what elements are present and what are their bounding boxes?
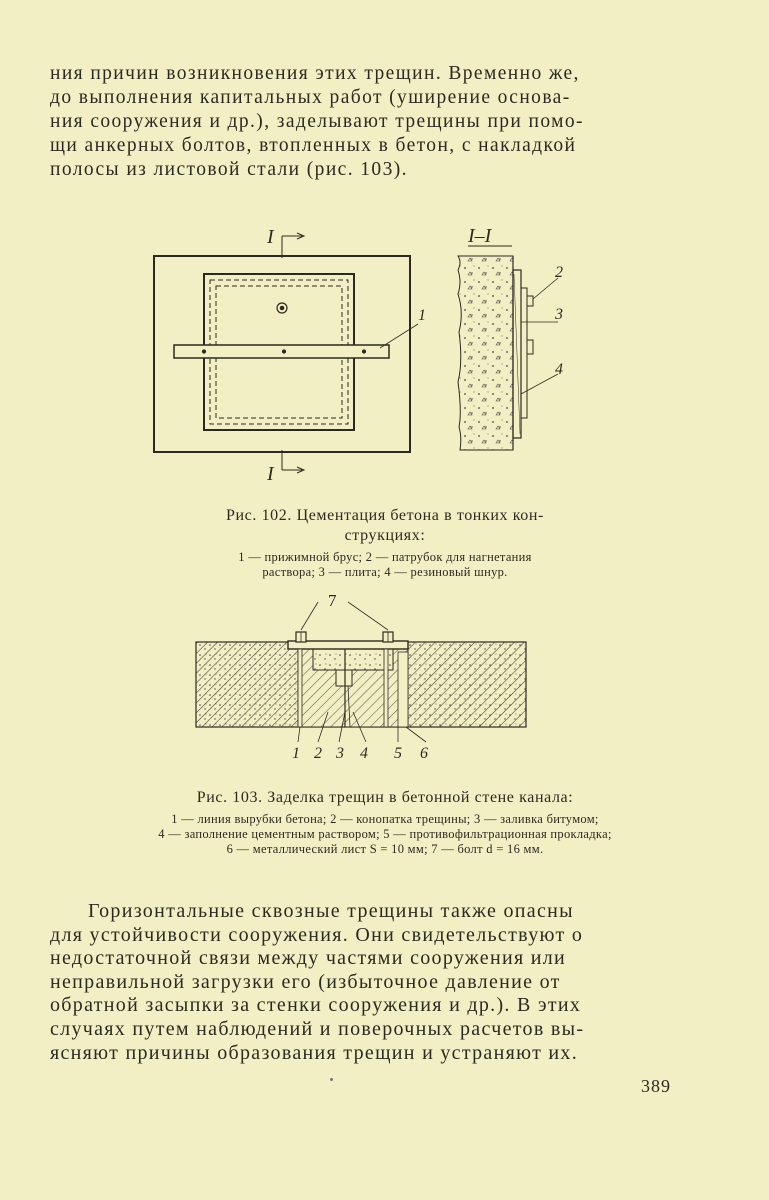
label-3: 3 bbox=[336, 745, 344, 762]
plan-view bbox=[154, 233, 418, 473]
text-line: для устойчивости сооружения. Они свидетельствуют о bbox=[50, 923, 584, 946]
label-6: 6 bbox=[420, 745, 428, 762]
text-line: щи анкерных болтов, втопленных в бетон, с накладкой bbox=[50, 135, 577, 156]
section-mark-top: I bbox=[267, 226, 274, 248]
legend-line: 6 — металлический лист S = 10 мм; 7 — болт d = 16 мм. bbox=[226, 842, 544, 856]
wall-section bbox=[196, 602, 526, 742]
caption-line: струкциях: bbox=[344, 527, 426, 544]
figure-103-drawing bbox=[188, 592, 533, 767]
bottom-paragraph bbox=[50, 900, 720, 1065]
text-line: недостаточной связи между частями сооружения или bbox=[50, 947, 567, 970]
section-mark-bottom: I bbox=[267, 463, 274, 484]
figure-103-caption bbox=[40, 788, 730, 857]
label-1: 1 bbox=[292, 745, 300, 762]
text-line: Горизонтальные сквозные трещины также опасны bbox=[88, 900, 574, 922]
figure-102-drawing bbox=[140, 222, 590, 484]
text-line: неправильной загрузки его (избыточное давление от bbox=[50, 970, 561, 993]
label-4: 4 bbox=[555, 361, 563, 378]
text-line: полосы из листовой стали (рис. 103). bbox=[50, 159, 408, 180]
label-1: 1 bbox=[418, 307, 426, 324]
label-2: 2 bbox=[314, 745, 322, 762]
text-line: обратной засыпки за стенки сооружения и др.). В этих bbox=[50, 994, 582, 1017]
text-line: случаях путем наблюдений и поверочных расчетов вы- bbox=[50, 1017, 585, 1040]
section-label: I–I bbox=[468, 225, 492, 247]
label-3: 3 bbox=[555, 306, 563, 323]
top-paragraph bbox=[50, 62, 710, 182]
label-5: 5 bbox=[394, 745, 402, 762]
caption-line: Рис. 102. Цементация бетона в тонких кон- bbox=[226, 507, 544, 524]
figure-102-caption bbox=[100, 506, 670, 580]
text-line: ясняют причины образования трещин и устраняют их. bbox=[50, 1041, 579, 1064]
text-line: до выполнения капитальных работ (уширение основа- bbox=[50, 87, 571, 108]
legend-line: раствора; 3 — плита; 4 — резиновый шнур. bbox=[262, 565, 508, 579]
section-view bbox=[458, 256, 558, 450]
page-number: 389 bbox=[641, 1076, 671, 1096]
caption-line: Рис. 103. Заделка трещин в бетонной стене канала: bbox=[196, 789, 574, 806]
label-4: 4 bbox=[360, 745, 368, 762]
print-speck bbox=[330, 1078, 333, 1081]
label-2: 2 bbox=[555, 264, 563, 281]
legend-line: 1 — прижимной брус; 2 — патрубок для нагнетания bbox=[238, 550, 532, 564]
legend-line: 4 — заполнение цементным раствором; 5 — противофильтрационная прокладка; bbox=[158, 827, 612, 841]
label-7: 7 bbox=[328, 592, 337, 610]
text-line: ния сооружения и др.), заделывают трещины при помо- bbox=[50, 111, 584, 132]
text-line: ния причин возникновения этих трещин. Временно же, bbox=[50, 63, 580, 84]
legend-line: 1 — линия вырубки бетона; 2 — конопатка трещины; 3 — заливка битумом; bbox=[171, 812, 599, 826]
